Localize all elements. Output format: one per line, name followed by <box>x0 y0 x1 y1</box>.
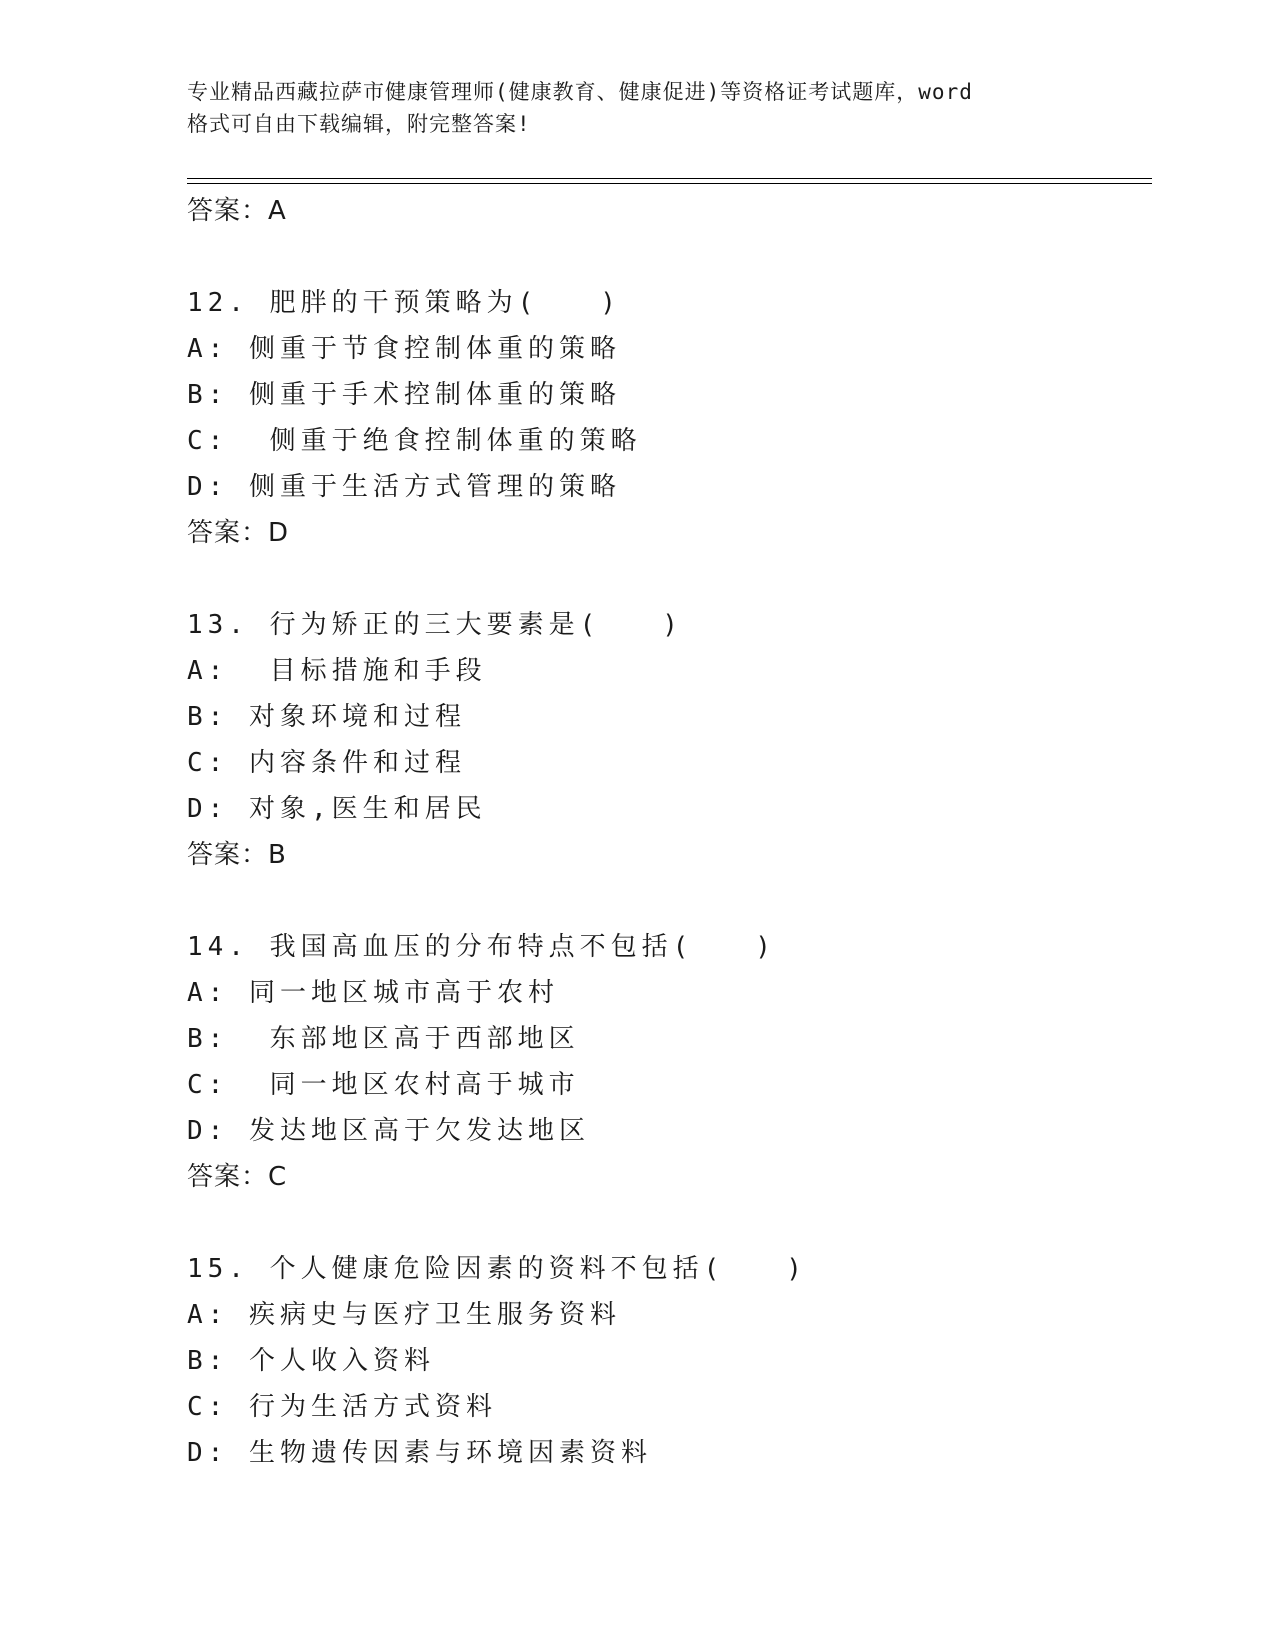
option-c: C: 侧重于绝食控制体重的策略 <box>187 426 642 456</box>
option-b: B: 侧重于手术控制体重的策略 <box>187 380 621 410</box>
question-14: 14. 我国高血压的分布特点不包括( ) <box>187 932 776 962</box>
spacer <box>187 878 1152 924</box>
option-c: C: 同一地区农村高于城市 <box>187 1070 580 1100</box>
document-header <box>187 76 1067 140</box>
answer-line: 答案：A <box>187 196 287 226</box>
option-d: D: 侧重于生活方式管理的策略 <box>187 472 621 502</box>
answer-line: 答案：B <box>187 840 287 870</box>
option-a: A: 同一地区城市高于农村 <box>187 978 559 1008</box>
option-d: D: 发达地区高于欠发达地区 <box>187 1116 590 1146</box>
question-15: 15. 个人健康危险因素的资料不包括( ) <box>187 1254 807 1284</box>
header-divider-bottom <box>187 183 1152 184</box>
option-d: D: 对象,医生和居民 <box>187 794 487 824</box>
option-a: A: 侧重于节食控制体重的策略 <box>187 334 621 364</box>
spacer <box>187 234 1152 280</box>
question-list <box>187 188 1152 1476</box>
header-line-2: 格式可自由下载编辑，附完整答案! <box>187 112 531 136</box>
question-12: 12. 肥胖的干预策略为( ) <box>187 288 621 318</box>
option-d: D: 生物遗传因素与环境因素资料 <box>187 1438 652 1468</box>
spacer <box>187 556 1152 602</box>
question-13: 13. 行为矫正的三大要素是( ) <box>187 610 683 640</box>
option-c: C: 内容条件和过程 <box>187 748 466 778</box>
header-line-1: 专业精品西藏拉萨市健康管理师(健康教育、健康促进)等资格证考试题库，word <box>187 80 973 104</box>
option-b: B: 东部地区高于西部地区 <box>187 1024 580 1054</box>
option-a: A: 目标措施和手段 <box>187 656 487 686</box>
option-a: A: 疾病史与医疗卫生服务资料 <box>187 1300 621 1330</box>
answer-line: 答案：D <box>187 518 290 548</box>
header-divider-top <box>187 178 1152 179</box>
option-c: C: 行为生活方式资料 <box>187 1392 497 1422</box>
option-b: B: 对象环境和过程 <box>187 702 466 732</box>
answer-line: 答案：C <box>187 1162 288 1192</box>
spacer <box>187 1200 1152 1246</box>
option-b: B: 个人收入资料 <box>187 1346 435 1376</box>
